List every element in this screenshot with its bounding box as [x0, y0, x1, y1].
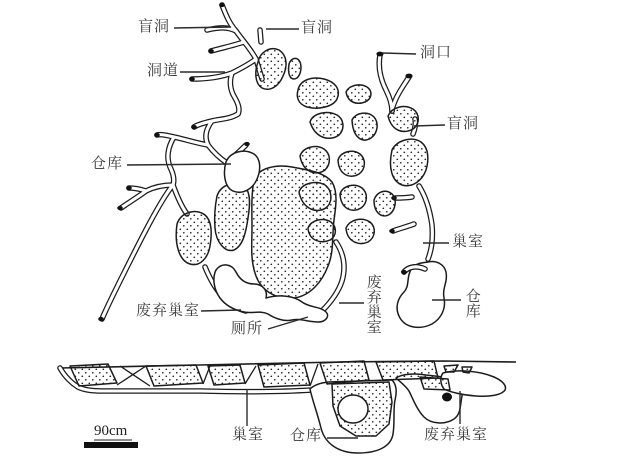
storage-inner-chamber	[338, 395, 368, 423]
label-section-abandoned-nest: 废弃巢室	[424, 427, 489, 443]
label-section-storage: 仓库	[290, 428, 323, 444]
scale-bar	[84, 442, 138, 448]
label-entrance: 洞口	[420, 45, 453, 61]
label-blind-tunnel-right: 盲洞	[447, 116, 480, 132]
label-storage-left: 仓库	[91, 156, 124, 172]
label-storage-right: 仓库	[463, 288, 480, 318]
label-blind-tunnel-top-mid: 盲洞	[301, 20, 334, 36]
plan-chambers-stippled	[176, 49, 428, 299]
label-section-nest-chamber: 巢室	[232, 427, 265, 443]
scale-bar-label: 90cm	[94, 423, 128, 439]
label-blind-tunnel-top-left: 盲洞	[138, 19, 171, 35]
label-abandoned-nest-mid: 废弃巢室	[364, 274, 381, 334]
label-nest-chamber-right: 巢室	[452, 234, 485, 250]
label-tunnel: 洞道	[147, 63, 180, 79]
label-toilet: 厕所	[231, 321, 264, 337]
label-abandoned-nest-left: 废弃巢室	[136, 303, 201, 319]
entrance-rim	[376, 52, 383, 57]
abandoned-dark-spot	[442, 393, 452, 402]
entrance-rim	[405, 74, 412, 79]
